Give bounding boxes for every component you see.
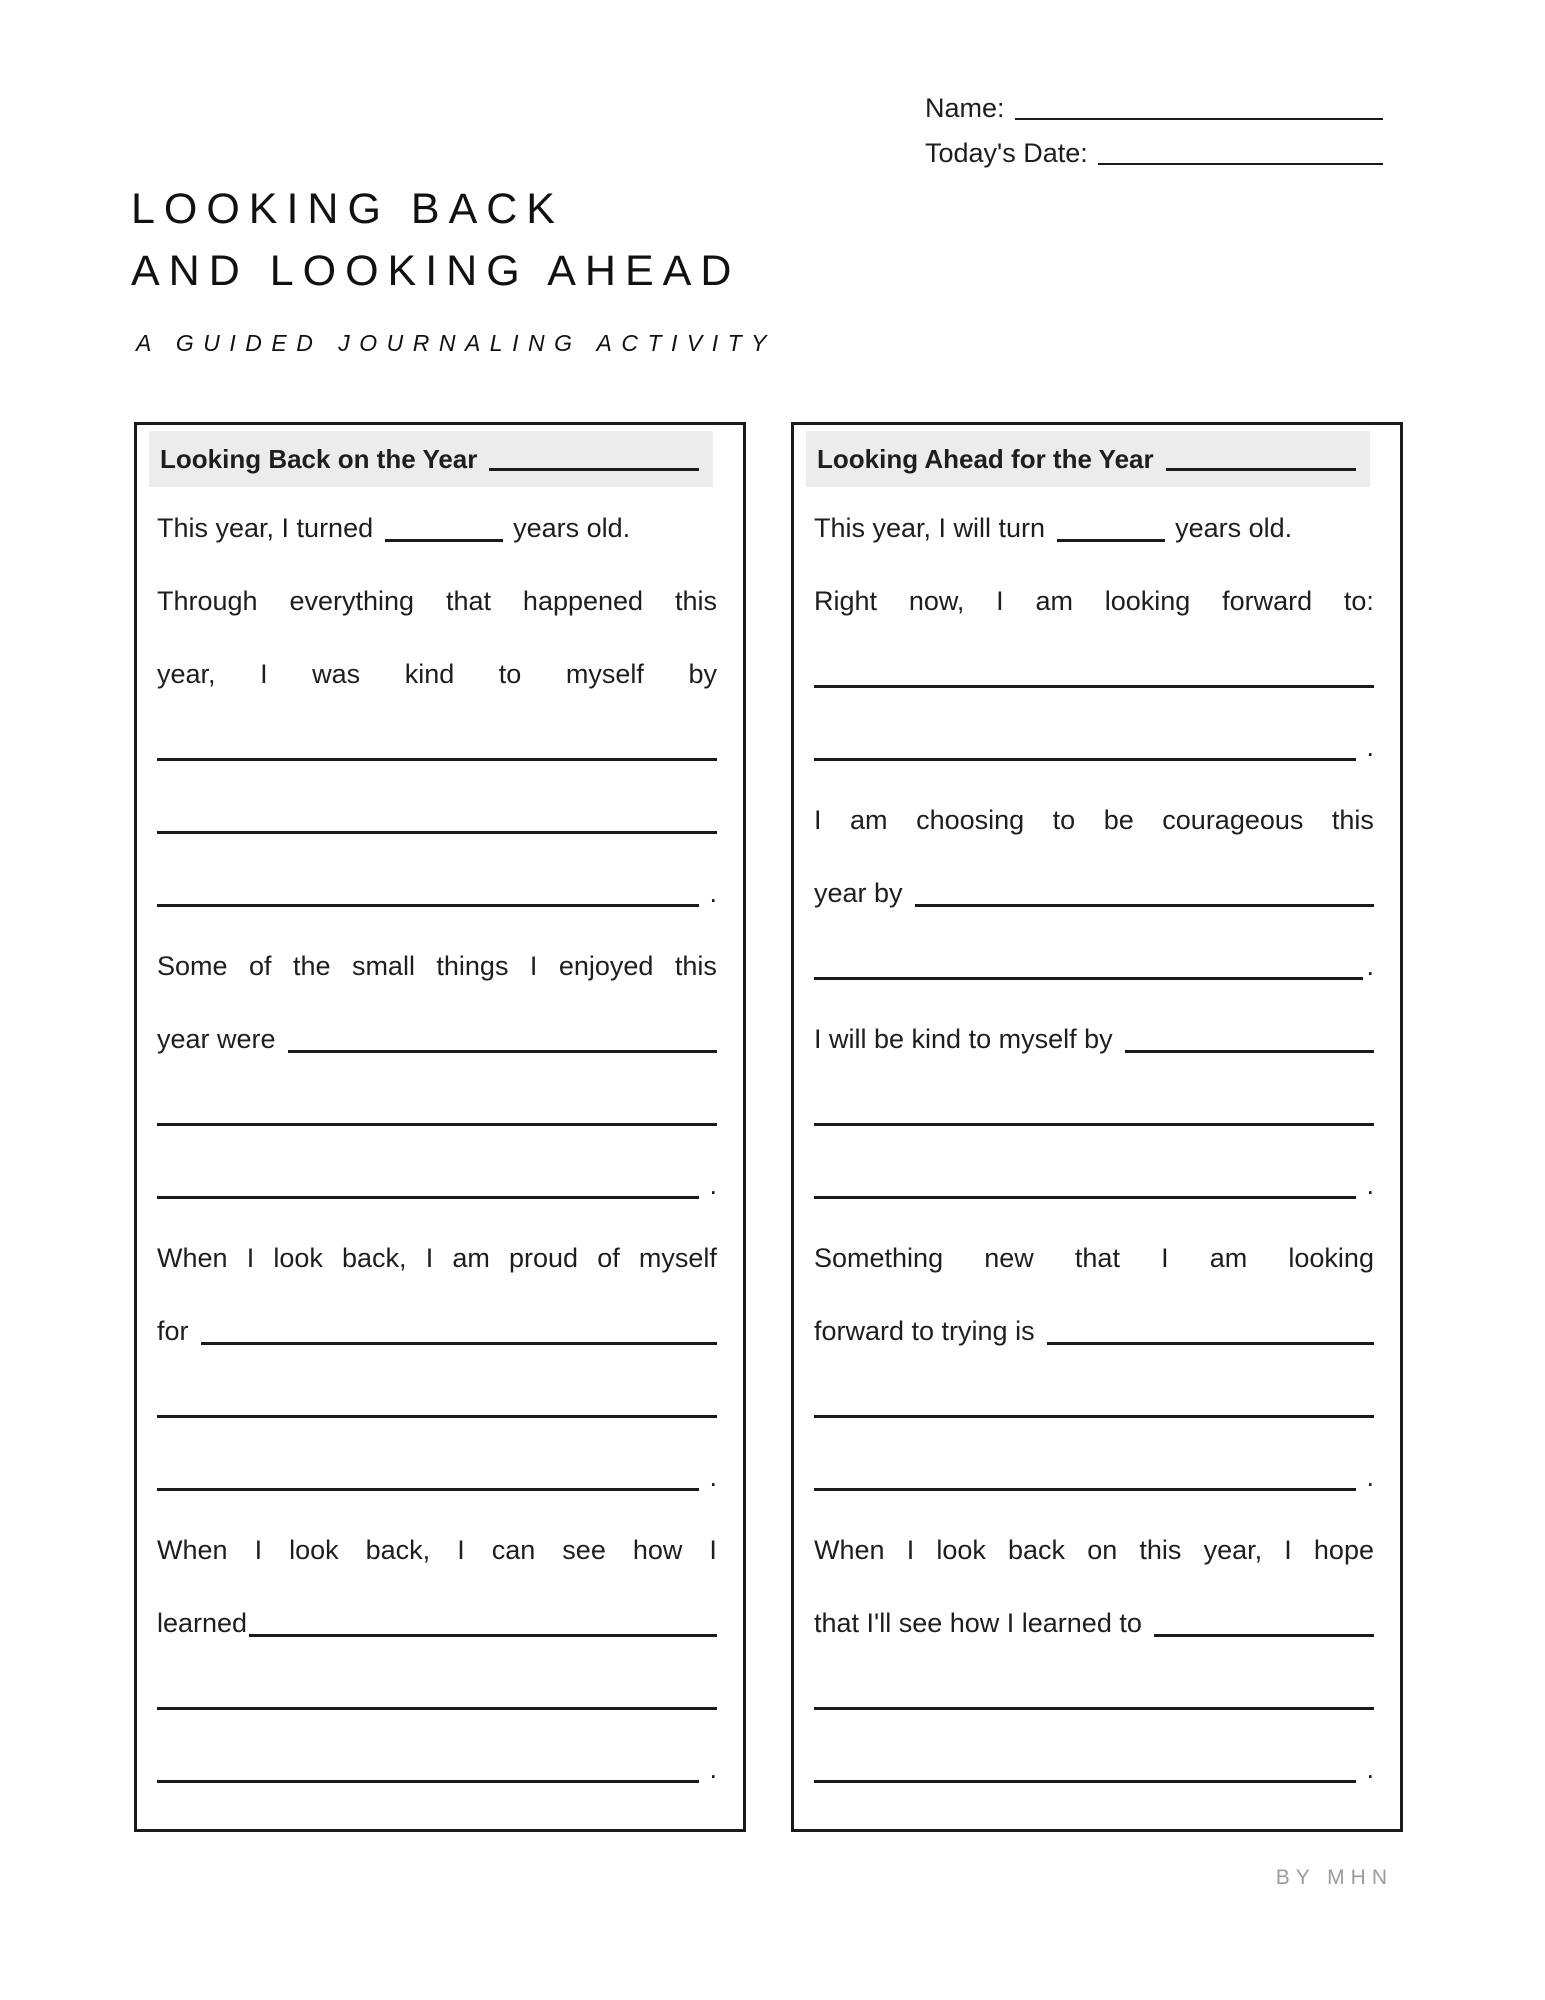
- looking-back-header-label: Looking Back on the Year: [160, 443, 478, 474]
- blank-line: [814, 685, 1374, 688]
- prompt-text: year were: [157, 1024, 276, 1054]
- prompt-text: to: [498, 659, 522, 689]
- prompt-row: [814, 700, 1374, 773]
- prompt-text: looking: [1288, 1243, 1374, 1273]
- prompt-text: everything: [289, 586, 415, 616]
- prompt-row: [157, 1065, 717, 1138]
- prompt-text: When: [814, 1535, 885, 1565]
- prompt-text: When: [157, 1243, 228, 1273]
- blank-line: [814, 1415, 1374, 1418]
- prompt-text: choosing: [916, 805, 1025, 835]
- prompt-text: this: [674, 586, 717, 616]
- prompt-row: [814, 1576, 1374, 1649]
- name-field-row: [925, 84, 1383, 129]
- prompt-text: year,: [157, 659, 216, 689]
- prompt-text: .: [1366, 1754, 1374, 1784]
- prompt-row: [157, 554, 717, 627]
- prompt-text: back: [1008, 1535, 1066, 1565]
- prompt-text: I: [457, 1535, 465, 1565]
- prompt-text: .: [1366, 1170, 1374, 1200]
- blank-line: [249, 1634, 717, 1637]
- blank-line: [1125, 1050, 1374, 1053]
- prompt-text: this: [1139, 1535, 1182, 1565]
- prompt-row: [157, 1722, 717, 1795]
- prompt-row: [157, 1138, 717, 1211]
- prompt-text: am: [452, 1243, 490, 1273]
- prompt-text: on: [1087, 1535, 1118, 1565]
- prompt-row: [814, 919, 1374, 992]
- year-blank-line: [489, 468, 699, 471]
- prompt-row: [814, 1430, 1374, 1503]
- prompt-text: I: [529, 951, 538, 981]
- name-date-block: [925, 84, 1383, 174]
- blank-line: [1047, 1342, 1374, 1345]
- prompt-text: .: [709, 878, 717, 908]
- prompt-row: [814, 1138, 1374, 1211]
- prompt-text: things: [436, 951, 509, 981]
- prompt-text: myself: [638, 1243, 717, 1273]
- blank-line: [814, 1780, 1356, 1783]
- prompt-row: [157, 1211, 717, 1284]
- prompt-row: [157, 1357, 717, 1430]
- prompt-row: [157, 1284, 717, 1357]
- blank-line: [201, 1342, 717, 1345]
- prompt-text: year by: [814, 878, 903, 908]
- prompt-row: [814, 846, 1374, 919]
- prompt-row: [814, 1284, 1374, 1357]
- blank-line: [814, 1488, 1356, 1491]
- blank-line: [157, 1488, 699, 1491]
- prompt-text: courageous: [1162, 805, 1304, 835]
- date-field-row: [925, 129, 1383, 174]
- prompt-text: .: [709, 1754, 717, 1784]
- prompt-text: .: [1366, 951, 1374, 981]
- prompt-text: proud: [509, 1243, 579, 1273]
- prompt-text: of: [597, 1243, 620, 1273]
- title-line-2: AND LOOKING AHEAD: [131, 247, 741, 295]
- prompt-text: look: [936, 1535, 986, 1565]
- blank-line: [1154, 1634, 1374, 1637]
- prompt-text: forward to trying is: [814, 1316, 1035, 1346]
- blank-line: [814, 1123, 1374, 1126]
- page-subtitle: A GUIDED JOURNALING ACTIVITY: [136, 330, 777, 356]
- prompt-text: I: [246, 1243, 255, 1273]
- prompt-text: happened: [522, 586, 644, 616]
- prompt-text: back,: [342, 1243, 407, 1273]
- prompt-text: to: [1052, 805, 1076, 835]
- prompt-text: am: [1209, 1243, 1248, 1273]
- prompt-row: [814, 992, 1374, 1065]
- blank-line: [814, 758, 1356, 761]
- prompt-row: [157, 1503, 717, 1576]
- prompt-text: for: [157, 1316, 189, 1346]
- credit-text: BY MHN: [1275, 1866, 1393, 1889]
- prompt-row: [157, 773, 717, 846]
- prompt-row: [814, 1722, 1374, 1795]
- looking-ahead-box: [791, 422, 1403, 1832]
- prompt-text: I: [996, 586, 1004, 616]
- date-label: Today's Date:: [925, 138, 1088, 168]
- prompt-row: [814, 1357, 1374, 1430]
- prompt-row: [814, 554, 1374, 627]
- prompt-text: years old.: [513, 513, 631, 543]
- prompt-text: enjoyed: [558, 951, 654, 981]
- prompt-row: [157, 919, 717, 992]
- prompt-row: [157, 1576, 717, 1649]
- prompt-text: year,: [1203, 1535, 1263, 1565]
- blank-line: [157, 1196, 699, 1199]
- prompt-text: looking: [1104, 586, 1191, 616]
- prompt-text: Right: [814, 586, 878, 616]
- prompt-text: the: [292, 951, 331, 981]
- prompt-text: I: [425, 1243, 434, 1273]
- prompt-text: .: [1366, 732, 1374, 762]
- prompt-text: that: [445, 586, 492, 616]
- prompt-text: that I'll see how I learned to: [814, 1608, 1142, 1638]
- title-line-1: LOOKING BACK: [131, 185, 564, 233]
- prompt-row: [157, 1649, 717, 1722]
- prompt-text: to:: [1343, 586, 1374, 616]
- looking-ahead-header-label: Looking Ahead for the Year: [817, 443, 1154, 474]
- prompt-text: I will be kind to myself by: [814, 1024, 1113, 1054]
- name-label: Name:: [925, 93, 1005, 123]
- prompt-text: how: [632, 1535, 683, 1565]
- blank-line: [157, 904, 699, 907]
- prompt-row: [157, 627, 717, 700]
- blank-line: [157, 1707, 717, 1710]
- prompt-text: Through: [157, 586, 258, 616]
- prompt-text: look: [273, 1243, 323, 1273]
- prompt-text: I: [709, 1535, 717, 1565]
- prompt-text: This year, I will turn: [814, 513, 1046, 543]
- prompt-text: When: [157, 1535, 228, 1565]
- prompt-text: forward: [1222, 586, 1313, 616]
- prompt-text: This year, I turned: [157, 513, 374, 543]
- prompt-text: myself: [565, 659, 644, 689]
- prompt-text: look: [289, 1535, 339, 1565]
- prompt-text: am: [1035, 586, 1073, 616]
- prompt-row: [814, 1065, 1374, 1138]
- prompt-text: that: [1074, 1243, 1120, 1273]
- blank-line: [915, 904, 1374, 907]
- prompt-text: I: [254, 1535, 263, 1565]
- prompt-text: Something: [814, 1243, 944, 1273]
- prompt-text: can: [491, 1535, 536, 1565]
- prompt-text: I: [1161, 1243, 1169, 1273]
- prompt-text: Some: [157, 951, 228, 981]
- blank-line: [157, 758, 717, 761]
- prompt-text: kind: [404, 659, 455, 689]
- blank-line: [157, 1415, 717, 1418]
- prompt-text: this: [674, 951, 717, 981]
- page-title: [131, 178, 740, 302]
- prompt-row: [814, 773, 1374, 846]
- prompt-text: back,: [365, 1535, 431, 1565]
- year-blank-line: [1166, 468, 1356, 471]
- prompt-row: [814, 627, 1374, 700]
- prompt-text: I: [1284, 1535, 1292, 1565]
- name-blank-line: [1015, 118, 1383, 120]
- blank-line: [288, 1050, 717, 1053]
- looking-back-prompts: [157, 481, 717, 1795]
- prompt-text: I: [906, 1535, 915, 1565]
- blank-line: [814, 1707, 1374, 1710]
- looking-back-box: [134, 422, 746, 1832]
- blank-line: [814, 1196, 1356, 1199]
- blank-line: [157, 831, 717, 834]
- blank-line: [814, 977, 1363, 980]
- blank-line: [157, 1123, 717, 1126]
- prompt-text: of: [248, 951, 272, 981]
- prompt-text: years old.: [1175, 513, 1293, 543]
- prompt-text: now,: [908, 586, 965, 616]
- worksheet-columns: [134, 422, 1403, 1832]
- prompt-text: .: [1366, 1462, 1374, 1492]
- blank-line: [157, 1780, 699, 1783]
- looking-back-header: [149, 431, 713, 487]
- prompt-row: [157, 1430, 717, 1503]
- prompt-text: by: [688, 659, 717, 689]
- prompt-text: .: [709, 1462, 717, 1492]
- prompt-text: am: [850, 805, 888, 835]
- prompt-text: be: [1103, 805, 1134, 835]
- prompt-text: small: [351, 951, 415, 981]
- date-blank-line: [1098, 163, 1383, 165]
- prompt-row: [157, 846, 717, 919]
- looking-ahead-prompts: [814, 481, 1374, 1795]
- prompt-row: [157, 481, 717, 554]
- prompt-row: [814, 1649, 1374, 1722]
- prompt-text: new: [984, 1243, 1034, 1273]
- prompt-row: [814, 1503, 1374, 1576]
- prompt-row: [157, 700, 717, 773]
- prompt-text: this: [1331, 805, 1374, 835]
- prompt-row: [814, 1211, 1374, 1284]
- looking-ahead-header: [806, 431, 1370, 487]
- prompt-row: [814, 481, 1374, 554]
- prompt-row: [157, 992, 717, 1065]
- prompt-text: hope: [1313, 1535, 1374, 1565]
- blank-line: [1057, 539, 1165, 542]
- prompt-text: see: [562, 1535, 606, 1565]
- prompt-text: .: [709, 1170, 717, 1200]
- prompt-text: learned: [157, 1608, 248, 1638]
- prompt-text: was: [312, 659, 361, 689]
- blank-line: [385, 539, 503, 542]
- prompt-text: I: [260, 659, 268, 689]
- prompt-text: I: [814, 805, 822, 835]
